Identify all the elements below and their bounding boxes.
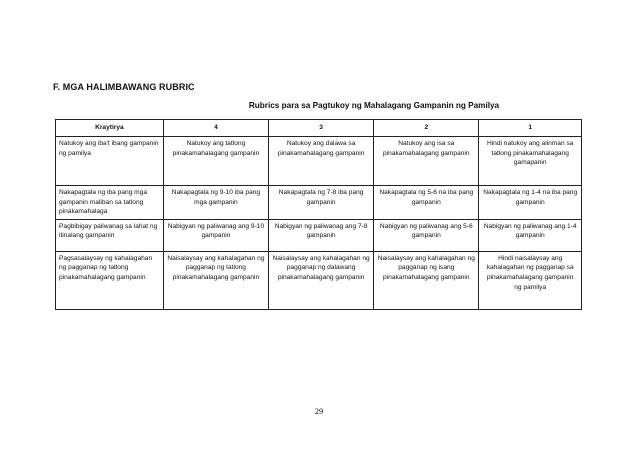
column-header-score-1: 1 [479, 120, 582, 137]
section-heading: F. MGA HALIMBAWANG RUBRIC [53, 82, 195, 92]
criterion-cell: Pagsasalaysay ng kahalagahan ng pagganap ng tatlong pinakamahalagang gampanin [56, 251, 164, 309]
score-cell: Nakapagtala ng 1-4 na iba pang gampanin [479, 186, 582, 220]
score-cell: Nabigyan ng paliwanag ang 5-6 gampanin [374, 219, 479, 251]
table-header-row [56, 120, 582, 137]
score-cell: Hindi naisalaysay ang kahalagahan ng pagganap sa pinakamahalagang gampanin ng pamilya [479, 251, 582, 309]
table-row [56, 186, 582, 220]
score-cell: Nabigyan ng paliwanag ang 9-10 gampanin [163, 219, 268, 251]
criterion-cell: Pagbibigay paliwanag sa lahat ng itinalang gampanin [56, 219, 164, 251]
page-number: 29 [314, 406, 324, 416]
score-cell: Hindi natukoy ang alinman sa tatlong pinakamahalagang gamapanin [479, 137, 582, 186]
table-title: Rubrics para sa Pagtukoy ng Mahalagang Gampanin ng Pamilya [248, 101, 500, 110]
score-cell: Nabigyan ng paliwanag ang 1-4 gampanin [479, 219, 582, 251]
score-cell: Naisalaysay ang kahalagahan ng pagganap ng tatlong pinakamahalagang gampanin [163, 251, 268, 309]
column-header-score-2: 2 [374, 120, 479, 137]
score-cell: Naisalaysay ang kahalagahan ng pagganap ng dalawang pinakamahalagang gampanin [269, 251, 374, 309]
table-row [56, 251, 582, 309]
rubric-table [55, 119, 582, 310]
score-cell: Nakapagtala ng 9-10 iba pang mga gampanin [163, 186, 268, 220]
score-cell: Nakapagtala ng 5-6 na iba pang gampanin [374, 186, 479, 220]
criterion-cell: Nakapagtala ng iba pang mga gampanin maliban sa tatlong pinakamahalaga [56, 186, 164, 220]
column-header-kraytirya: Kraytirya [56, 120, 164, 137]
criterion-cell: Natukoy ang iba't ibang gampanin ng pamilya [56, 137, 164, 186]
score-cell: Nabigyan ng paliwanag ang 7-8 gampanin [269, 219, 374, 251]
score-cell: Natukoy ang isa sa pinakamahalagang gampanin [374, 137, 479, 186]
column-header-score-3: 3 [269, 120, 374, 137]
score-cell: Natukoy ang dalawa sa pinakamahalagang gampanin [269, 137, 374, 186]
table-row [56, 137, 582, 186]
table-row [56, 219, 582, 251]
column-header-score-4: 4 [163, 120, 268, 137]
score-cell: Natukoy ang tatlong pinakamahalagang gampanin [163, 137, 268, 186]
score-cell: Naisalaysay ang kahalagahan ng pagganap ng isang pinakamahalagang gampanin [374, 251, 479, 309]
score-cell: Nakapagtala ng 7-8 iba pang gampanin [269, 186, 374, 220]
